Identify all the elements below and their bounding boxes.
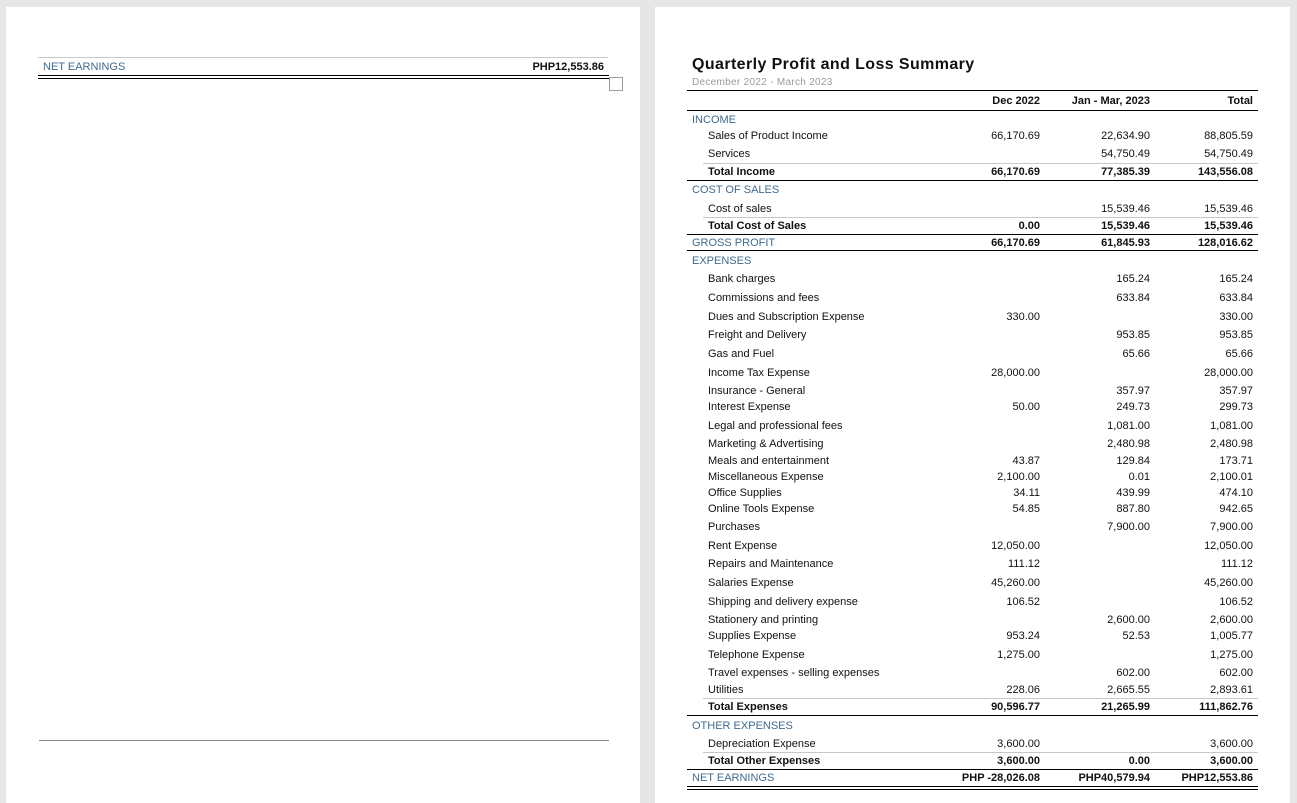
value-jan-mar-2023: 65.66 bbox=[1122, 348, 1150, 360]
expense-item-row bbox=[687, 519, 1258, 535]
header-bottom-rule bbox=[687, 110, 1258, 111]
expense-item-row bbox=[687, 436, 1258, 452]
row-label: Insurance - General bbox=[708, 385, 806, 397]
row-label: Office Supplies bbox=[708, 487, 782, 499]
net-earnings-total-row bbox=[687, 770, 1258, 786]
value-total: 2,100.01 bbox=[1210, 471, 1253, 483]
row-label: Supplies Expense bbox=[708, 630, 797, 642]
row-label: Services bbox=[708, 148, 751, 160]
expense-item-row bbox=[687, 556, 1258, 572]
row-label: Freight and Delivery bbox=[708, 329, 807, 341]
expense-item-row bbox=[687, 665, 1258, 681]
value-total: 15,539.46 bbox=[1204, 220, 1253, 232]
value-dec-2022: 66,170.69 bbox=[991, 130, 1040, 142]
expense-item-row bbox=[687, 612, 1258, 628]
value-dec-2022: 2,100.00 bbox=[997, 471, 1040, 483]
gross-profit-row bbox=[687, 235, 1258, 251]
row-label: Online Tools Expense bbox=[708, 503, 815, 515]
expense-item-row bbox=[687, 399, 1258, 415]
expense-item-row bbox=[687, 309, 1258, 325]
value-jan-mar-2023: 2,600.00 bbox=[1107, 614, 1150, 626]
section-heading-label: OTHER EXPENSES bbox=[692, 720, 793, 732]
value-jan-mar-2023: 633.84 bbox=[1116, 292, 1150, 304]
value-dec-2022: 66,170.69 bbox=[991, 237, 1040, 249]
total-cost-of-sales-row bbox=[687, 218, 1258, 234]
value-jan-mar-2023: 61,845.93 bbox=[1101, 237, 1150, 249]
value-dec-2022: 330.00 bbox=[1006, 311, 1040, 323]
value-jan-mar-2023: 2,480.98 bbox=[1107, 438, 1150, 450]
value-total: 143,556.08 bbox=[1197, 166, 1253, 178]
value-total: 633.84 bbox=[1219, 292, 1253, 304]
value-total: PHP12,553.86 bbox=[1181, 772, 1253, 784]
row-label: Income Tax Expense bbox=[708, 367, 810, 379]
value-total: 1,081.00 bbox=[1210, 420, 1253, 432]
double-rule-top bbox=[687, 786, 1258, 787]
value-jan-mar-2023: 165.24 bbox=[1116, 273, 1150, 285]
value-total: 357.97 bbox=[1219, 385, 1253, 397]
footer-rule bbox=[39, 740, 609, 741]
double-rule-bottom bbox=[687, 789, 1258, 790]
section-heading-label: INCOME bbox=[692, 114, 736, 126]
value-jan-mar-2023: 21,265.99 bbox=[1101, 701, 1150, 713]
row-label: Legal and professional fees bbox=[708, 420, 843, 432]
row-label: Utilities bbox=[708, 684, 744, 696]
row-label: Stationery and printing bbox=[708, 614, 819, 626]
row-label: Marketing & Advertising bbox=[708, 438, 824, 450]
expense-item-row bbox=[687, 418, 1258, 434]
value-total: 2,893.61 bbox=[1210, 684, 1253, 696]
value-jan-mar-2023: 439.99 bbox=[1116, 487, 1150, 499]
value-dec-2022: 0.00 bbox=[1018, 220, 1040, 232]
expense-item-row bbox=[687, 594, 1258, 610]
value-dec-2022: 1,275.00 bbox=[997, 649, 1040, 661]
row-label: Total Expenses bbox=[708, 701, 788, 713]
value-dec-2022: 45,260.00 bbox=[991, 577, 1040, 589]
value-jan-mar-2023: PHP40,579.94 bbox=[1078, 772, 1150, 784]
value-total: 106.52 bbox=[1219, 596, 1253, 608]
row-label: Depreciation Expense bbox=[708, 738, 816, 750]
section-heading-label: COST OF SALES bbox=[692, 184, 780, 196]
value-total: 3,600.00 bbox=[1210, 755, 1253, 767]
value-dec-2022: 953.24 bbox=[1006, 630, 1040, 642]
row-label: NET EARNINGS bbox=[692, 772, 775, 784]
value-dec-2022: 12,050.00 bbox=[991, 540, 1040, 552]
value-dec-2022: 111.12 bbox=[1007, 558, 1040, 570]
value-total: 299.73 bbox=[1219, 401, 1253, 413]
value-dec-2022: 34.11 bbox=[1013, 487, 1040, 499]
value-total: 953.85 bbox=[1219, 329, 1253, 341]
value-total: 330.00 bbox=[1219, 311, 1253, 323]
value-jan-mar-2023: 0.00 bbox=[1128, 755, 1150, 767]
value-jan-mar-2023: 52.53 bbox=[1122, 630, 1150, 642]
expense-item-row bbox=[687, 628, 1258, 644]
value-total: 88,805.59 bbox=[1204, 130, 1253, 142]
column-header-dec: Dec 2022 bbox=[992, 95, 1040, 107]
value-dec-2022: 43.87 bbox=[1012, 455, 1040, 467]
value-dec-2022: 50.00 bbox=[1012, 401, 1040, 413]
cost-of-sales-item-row bbox=[687, 201, 1258, 217]
value-total: 15,539.46 bbox=[1204, 203, 1253, 215]
expense-item-row bbox=[687, 469, 1258, 485]
row-label: Bank charges bbox=[708, 273, 776, 285]
value-jan-mar-2023: 1,081.00 bbox=[1107, 420, 1150, 432]
value-jan-mar-2023: 15,539.46 bbox=[1101, 220, 1150, 232]
section-income bbox=[687, 112, 1258, 128]
section-other-expenses bbox=[687, 718, 1258, 734]
value-jan-mar-2023: 15,539.46 bbox=[1101, 203, 1150, 215]
document-page-right bbox=[655, 7, 1290, 803]
value-total: 942.65 bbox=[1219, 503, 1253, 515]
double-underline-top bbox=[38, 75, 609, 76]
expense-item-row bbox=[687, 346, 1258, 362]
expense-item-row bbox=[687, 485, 1258, 501]
section-expenses bbox=[687, 253, 1258, 269]
expense-item-row bbox=[687, 365, 1258, 381]
row-label: Interest Expense bbox=[708, 401, 791, 413]
row-label: Travel expenses - selling expenses bbox=[708, 667, 880, 679]
expense-item-row bbox=[687, 271, 1258, 287]
row-label: Salaries Expense bbox=[708, 577, 794, 589]
value-total: 165.24 bbox=[1219, 273, 1253, 285]
row-label: Telephone Expense bbox=[708, 649, 805, 661]
anchor-box[interactable] bbox=[609, 77, 623, 91]
value-total: 128,016.62 bbox=[1197, 237, 1253, 249]
row-label: Total Income bbox=[708, 166, 776, 178]
total-other-expenses-row bbox=[687, 753, 1258, 769]
row-label: Miscellaneous Expense bbox=[708, 471, 824, 483]
document-page-left bbox=[6, 7, 640, 803]
value-jan-mar-2023: 0.01 bbox=[1128, 471, 1150, 483]
value-total: 45,260.00 bbox=[1204, 577, 1253, 589]
value-total: 1,275.00 bbox=[1210, 649, 1253, 661]
value-total: 28,000.00 bbox=[1204, 367, 1253, 379]
row-label: Sales of Product Income bbox=[708, 130, 828, 142]
value-total: 474.10 bbox=[1219, 487, 1253, 499]
value-jan-mar-2023: 249.73 bbox=[1116, 401, 1150, 413]
value-total: 54,750.49 bbox=[1204, 148, 1253, 160]
value-jan-mar-2023: 7,900.00 bbox=[1107, 521, 1150, 533]
section-rule bbox=[687, 250, 1258, 251]
report-subtitle: December 2022 - March 2023 bbox=[692, 77, 833, 88]
row-label: Rent Expense bbox=[708, 540, 778, 552]
expense-item-row bbox=[687, 290, 1258, 306]
row-label: Commissions and fees bbox=[708, 292, 820, 304]
value-dec-2022: 106.52 bbox=[1006, 596, 1040, 608]
total-expenses-row bbox=[687, 699, 1258, 715]
value-dec-2022: 228.06 bbox=[1006, 684, 1040, 696]
section-rule bbox=[687, 715, 1258, 716]
total-income-row bbox=[687, 164, 1258, 180]
value-total: 65.66 bbox=[1225, 348, 1253, 360]
value-jan-mar-2023: 953.85 bbox=[1116, 329, 1150, 341]
value-jan-mar-2023: 887.80 bbox=[1116, 503, 1150, 515]
row-label: Total Cost of Sales bbox=[708, 220, 807, 232]
value-jan-mar-2023: 129.84 bbox=[1116, 455, 1150, 467]
row-label: Total Other Expenses bbox=[708, 755, 821, 767]
value-total: 1,005.77 bbox=[1210, 630, 1253, 642]
income-item-row bbox=[687, 128, 1258, 144]
value-dec-2022: 3,600.00 bbox=[997, 755, 1040, 767]
row-label: Meals and entertainment bbox=[708, 455, 830, 467]
header-top-rule bbox=[687, 90, 1258, 91]
value-dec-2022: 66,170.69 bbox=[991, 166, 1040, 178]
value-dec-2022: 3,600.00 bbox=[997, 738, 1040, 750]
row-label: Purchases bbox=[708, 521, 760, 533]
row-label: Repairs and Maintenance bbox=[708, 558, 834, 570]
value-jan-mar-2023: 357.97 bbox=[1116, 385, 1150, 397]
net-earnings-label: NET EARNINGS bbox=[43, 61, 126, 73]
value-dec-2022: PHP -28,026.08 bbox=[961, 772, 1040, 784]
value-total: 12,050.00 bbox=[1204, 540, 1253, 552]
expense-item-row bbox=[687, 538, 1258, 554]
value-dec-2022: 90,596.77 bbox=[991, 701, 1040, 713]
row-label: GROSS PROFIT bbox=[692, 237, 776, 249]
value-total: 7,900.00 bbox=[1210, 521, 1253, 533]
value-total: 111.12 bbox=[1220, 558, 1253, 570]
value-jan-mar-2023: 54,750.49 bbox=[1101, 148, 1150, 160]
report-title: Quarterly Profit and Loss Summary bbox=[692, 56, 975, 73]
section-cost-of-sales bbox=[687, 182, 1258, 198]
value-total: 602.00 bbox=[1219, 667, 1253, 679]
double-underline-bottom bbox=[38, 78, 609, 79]
value-total: 2,480.98 bbox=[1210, 438, 1253, 450]
expense-item-row bbox=[687, 575, 1258, 591]
other-expense-item-row bbox=[687, 736, 1258, 752]
value-jan-mar-2023: 77,385.39 bbox=[1101, 166, 1150, 178]
column-header-total: Total bbox=[1227, 95, 1253, 107]
column-header-row bbox=[687, 93, 1258, 109]
section-heading-label: EXPENSES bbox=[692, 255, 752, 267]
row-label: Dues and Subscription Expense bbox=[708, 311, 865, 323]
income-item-row bbox=[687, 146, 1258, 162]
row-label: Shipping and delivery expense bbox=[708, 596, 858, 608]
net-earnings-value: PHP12,553.86 bbox=[532, 61, 604, 73]
value-jan-mar-2023: 22,634.90 bbox=[1101, 130, 1150, 142]
row-label: Gas and Fuel bbox=[708, 348, 775, 360]
expense-item-row bbox=[687, 327, 1258, 343]
value-total: 173.71 bbox=[1219, 455, 1253, 467]
expense-item-row bbox=[687, 383, 1258, 399]
value-total: 111,862.76 bbox=[1199, 701, 1253, 713]
value-dec-2022: 54.85 bbox=[1012, 503, 1040, 515]
section-rule bbox=[687, 180, 1258, 181]
row-label: Cost of sales bbox=[708, 203, 772, 215]
expense-item-row bbox=[687, 453, 1258, 469]
value-dec-2022: 28,000.00 bbox=[991, 367, 1040, 379]
value-jan-mar-2023: 602.00 bbox=[1116, 667, 1150, 679]
expense-item-row bbox=[687, 647, 1258, 663]
column-header-janmar: Jan - Mar, 2023 bbox=[1071, 95, 1150, 107]
expense-item-row bbox=[687, 682, 1258, 698]
expense-item-row bbox=[687, 501, 1258, 517]
value-jan-mar-2023: 2,665.55 bbox=[1107, 684, 1150, 696]
value-total: 3,600.00 bbox=[1210, 738, 1253, 750]
value-total: 2,600.00 bbox=[1210, 614, 1253, 626]
